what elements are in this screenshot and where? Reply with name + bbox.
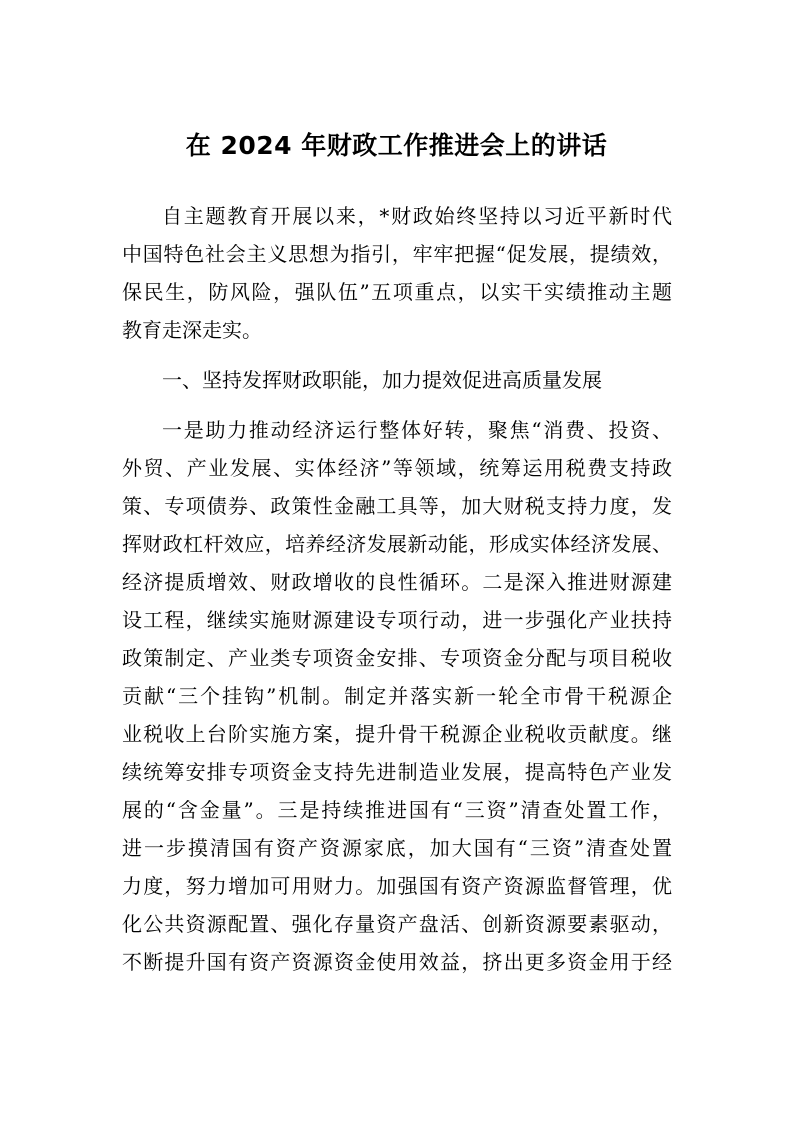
paragraph-line: 教育走深走实。 — [122, 318, 262, 342]
paragraph-line: 续统筹安排专项资金支持先进制造业发展，提高特色产业发 — [122, 760, 672, 784]
paragraph-line: 展的“含金量”。三是持续推进国有“三资”清查处置工作， — [122, 798, 672, 822]
paragraph-line: 贡献“三个挂钩”机制。制定并落实新一轮全市骨干税源企 — [122, 684, 672, 708]
paragraph-line: 策、专项债券、政策性金融工具等，加大财税支持力度，发 — [122, 494, 672, 518]
paragraph-line: 保民生，防风险，强队伍”五项重点，以实干实绩推动主题 — [122, 280, 672, 304]
paragraph-line: 化公共资源配置、强化存量资产盘活、创新资源要素驱动， — [122, 912, 672, 936]
paragraph-line: 中国特色社会主义思想为指引，牢牢把握“促发展，提绩效， — [122, 242, 672, 266]
paragraph-line: 进一步摸清国有资产资源家底，加大国有“三资”清查处置 — [122, 836, 672, 860]
document-title: 在 2024 年财政工作推进会上的讲话 — [185, 131, 608, 160]
paragraph-line: 自主题教育开展以来，*财政始终坚持以习近平新时代 — [162, 204, 672, 228]
paragraph-line: 经济提质增效、财政增收的良性循环。二是深入推进财源建 — [122, 570, 672, 594]
paragraph-line: 力度，努力增加可用财力。加强国有资产资源监督管理，优 — [122, 874, 672, 898]
paragraph-line: 设工程，继续实施财源建设专项行动，进一步强化产业扶持 — [122, 608, 672, 632]
paragraph-line: 外贸、产业发展、实体经济”等领域，统筹运用税费支持政 — [122, 456, 672, 480]
section-heading: 一、坚持发挥财政职能，加力提效促进高质量发展 — [162, 368, 602, 392]
paragraph-line: 一是助力推动经济运行整体好转，聚焦“消费、投资、 — [162, 418, 672, 442]
paragraph-line: 业税收上台阶实施方案，提升骨干税源企业税收贡献度。继 — [122, 722, 672, 746]
paragraph-line: 不断提升国有资产资源资金使用效益，挤出更多资金用于经 — [122, 950, 672, 974]
paragraph-line: 政策制定、产业类专项资金安排、专项资金分配与项目税收 — [122, 646, 672, 670]
paragraph-line: 挥财政杠杆效应，培养经济发展新动能，形成实体经济发展、 — [122, 532, 672, 556]
